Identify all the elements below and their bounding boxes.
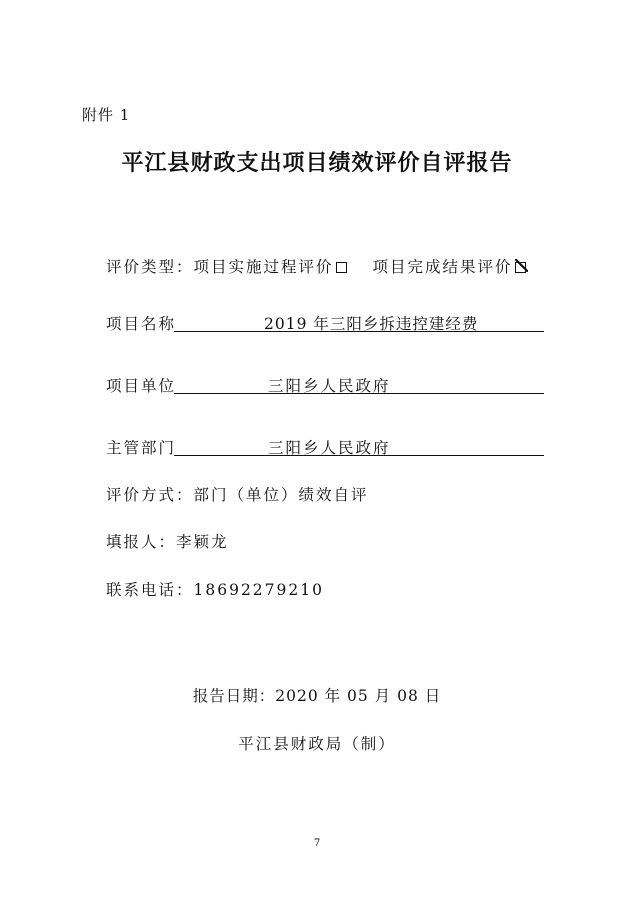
evaluation-type-label: 评价类型：	[106, 258, 194, 276]
supervising-dept-field	[106, 436, 391, 458]
report-date: 报告日期：2020 年 05 月 08 日	[192, 687, 442, 705]
project-name-label: 项目名称	[106, 315, 177, 333]
project-name-value: 2019 年三阳乡拆违控建经费	[264, 315, 479, 333]
project-name-field	[106, 312, 479, 334]
option-process-evaluation-checkbox[interactable]	[336, 262, 347, 273]
page-number: 7	[313, 838, 321, 849]
supervising-dept-label: 主管部门	[106, 439, 177, 457]
document-title: 平江县财政支出项目绩效评价自评报告	[121, 151, 513, 176]
attachment-label: 附件 1	[82, 106, 131, 124]
project-unit-value: 三阳乡人民政府	[268, 377, 391, 395]
option-result-evaluation-label: 项目完成结果评价	[372, 258, 513, 276]
supervising-dept-value: 三阳乡人民政府	[268, 439, 391, 457]
project-unit-label: 项目单位	[106, 377, 177, 395]
option-result-evaluation-checkbox[interactable]	[515, 262, 526, 273]
evaluation-method: 评价方式：部门（单位）绩效自评	[106, 486, 369, 504]
issuer: 平江县财政局（制）	[238, 735, 396, 753]
evaluation-type-row	[106, 255, 526, 277]
project-unit-field	[106, 374, 391, 396]
filler-name: 填报人：李颖龙	[106, 533, 229, 551]
option-process-evaluation-label: 项目实施过程评价	[193, 258, 334, 276]
contact-phone: 联系电话：18692279210	[106, 581, 324, 599]
